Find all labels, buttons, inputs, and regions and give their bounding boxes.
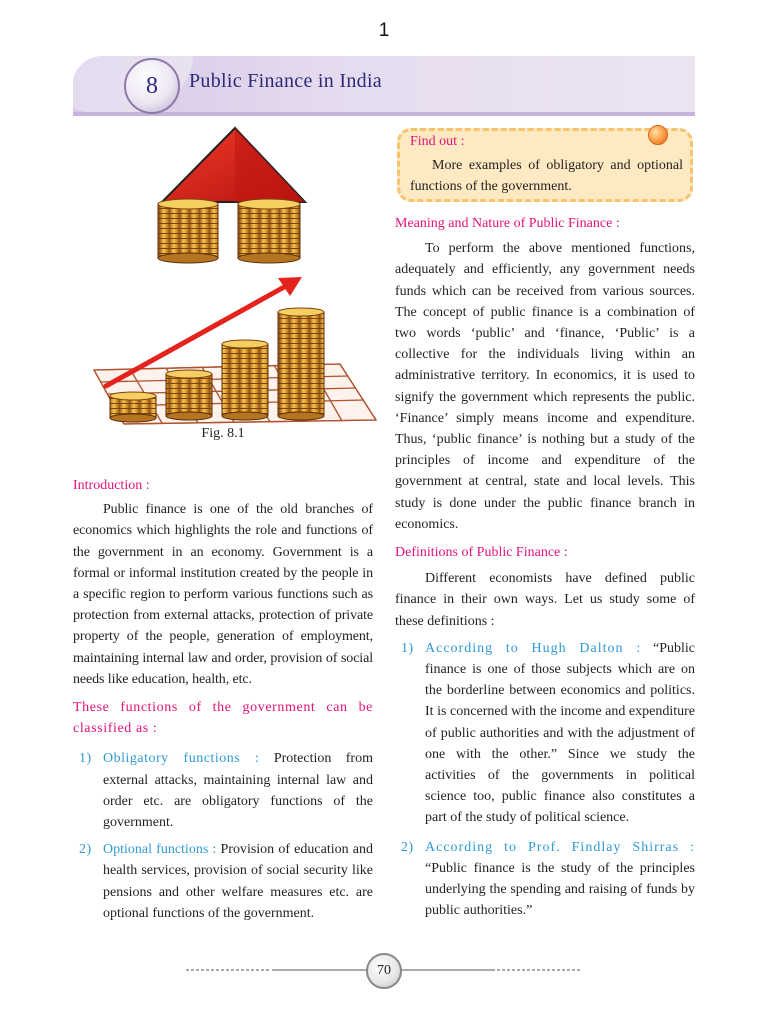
hugh-dalton-quote: “Public finance is one of those subjects which are on the borderline between economics and politics. It is concerned with the income and expenditure of public authorities and with the adjustment of one with the other.” Since we study the activities of the governments in political science too, public finance also constitutes a part of the study of political science. [425,640,695,826]
figure-illustration [90,124,380,434]
meaning-heading: Meaning and Nature of Public Finance : [395,216,620,231]
list-item-number: 1) [79,751,92,767]
right-column [395,213,695,922]
page-number-badge [366,953,402,989]
optional-functions-term: Optional functions : [103,842,217,858]
obligatory-functions-text: Protection from external attacks, maintaining internal law and order etc. are obligatory functions of the government. [103,751,373,831]
find-out-text [410,155,683,197]
house-coin-stack-left [158,199,218,263]
findlay-shirras-quote: “Public finance is the study of the principles underlying the spending and raising of funds by public authorities.” [425,860,695,919]
list-item [73,839,373,924]
hugh-dalton-term: According to Hugh Dalton : [425,640,642,656]
left-column [73,475,373,924]
list-item-number: 1) [401,640,414,656]
meaning-paragraph: To perform the above mentioned functions, adequately and efficiently, any government needs funds which can be received from various sources. The concept of public finance is a combination of two words ‘public’ and ‘finance, ‘Public’ is a collective for the individuals living within an administrative territory. In economics, it is used to signify the government which represents the public. ‘Finance’ simply means income and expenditure. Thus, ‘public finance’ is nothing but a study of the principles of income and expenditure of the government at central, state and local levels. This study is done under the public finance branch in economics. [395,241,695,532]
coin-stack-2 [166,370,212,420]
orange-dot-icon [648,125,668,145]
list-item [395,837,695,922]
definitions-intro-paragraph: Different economists have defined public finance in their own ways. Let us study some of these definitions : [395,571,695,629]
page-number: 70 [377,963,391,978]
find-out-text-body: More examples of obligatory and optional functions of the government. [410,158,683,194]
coins-house-growth-illustration [90,124,380,434]
figure-caption: Fig. 8.1 [201,426,245,441]
chapter-number: 8 [146,72,158,99]
footer-divider-right [399,969,581,971]
list-item-number: 2) [79,842,92,858]
optional-functions-text: Provision of education and health services, provision of social security like pensions and other welfare measures etc. are optional functions of the government. [103,842,373,921]
chapter-number-badge [124,58,180,114]
introduction-heading: Introduction : [73,478,150,493]
coin-stack-4 [278,308,324,420]
introduction-paragraph: Public finance is one of the old branches of economics which highlights the role and functions of the government in an economy. Government is a formal or informal institution created by the people in a specific region to perform various functions such as protection from external attacks, protection of private property of the people, generation of employment, maintaining internal law and order, provision of social needs like education, health, etc. [73,502,373,687]
list-item [395,638,695,829]
footer-divider-left [186,969,368,971]
findlay-shirras-term: According to Prof. Findlay Shirras : [425,839,695,855]
coin-stack-1 [110,392,156,422]
page-top-number: 1 [378,20,390,41]
definitions-heading: Definitions of Public Finance : [395,545,568,561]
functions-classified-heading: These functions of the government can be classified as : [73,700,373,737]
list-item-number: 2) [401,839,414,855]
chapter-title: Public Finance in India [189,70,382,92]
house-coin-stack-right [238,199,300,263]
coin-stack-3 [222,340,268,420]
obligatory-functions-term: Obligatory functions : [103,751,260,767]
list-item [73,748,373,833]
find-out-title: Find out : [410,134,465,149]
